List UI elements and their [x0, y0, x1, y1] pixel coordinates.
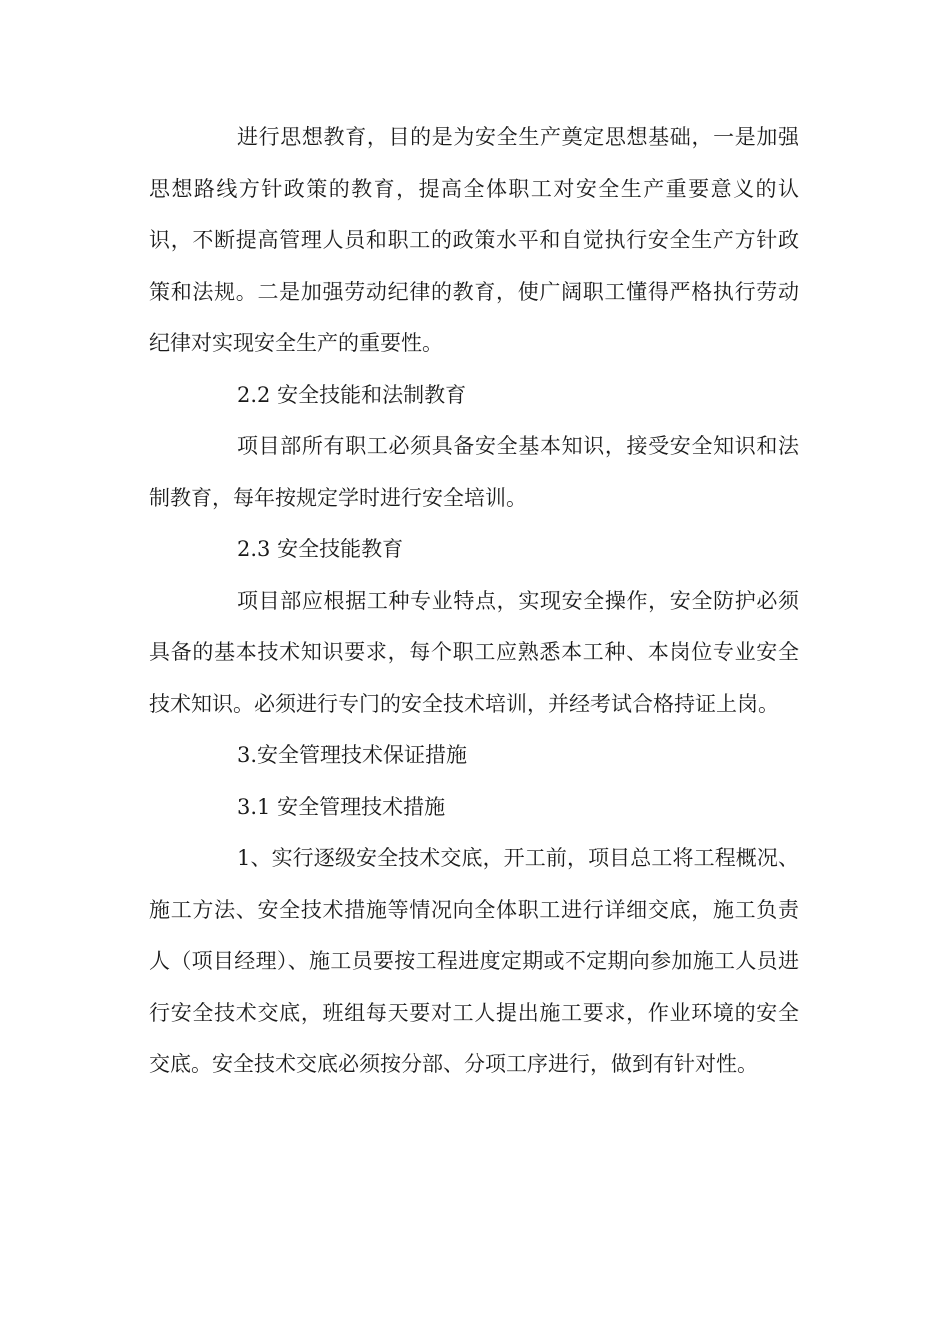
section-heading-3-1: 3.1 安全管理技术措施: [237, 794, 446, 819]
paragraph-skills-education: 项目部应根据工种专业特点，实现安全操作，安全防护必须具备的基本技术知识要求，每个职工应熟悉本工种、本岗位专业安全技术知识。必须进行专门的安全技术培训，并经考试合格持证上岗。: [149, 588, 799, 716]
paragraph-ideological-education: 进行思想教育，目的是为安全生产奠定思想基础，一是加强思想路线方针政策的教育，提高全体职工对安全生产重要意义的认识，不断提高管理人员和职工的政策水平和自觉执行安全生产方针政策和法规。二是加强劳动纪律的教育，使广阔职工懂得严格执行劳动纪律对实现安全生产的重要性。: [149, 125, 799, 355]
section-heading-2-2: 2.2 安全技能和法制教育: [237, 382, 467, 407]
document-body: [149, 112, 799, 1091]
section-heading-3: 3.安全管理技术保证措施: [237, 743, 468, 767]
paragraph-legal-education: 项目部所有职工必须具备安全基本知识，接受安全知识和法制教育，每年按规定学时进行安全培训。: [149, 434, 799, 510]
section-heading-2-3: 2.3 安全技能教育: [237, 537, 404, 561]
paragraph-technical-briefing: 1、实行逐级安全技术交底，开工前，项目总工将工程概况、施工方法、安全技术措施等情况向全体职工进行详细交底，施工负责人（项目经理）、施工员要按工程进度定期或不定期向参加施工人员进行安全技术交底，班组每天要对工人提出施工要求，作业环境的安全交底。安全技术交底必须按分部、分项工序进行，做到有针对性。: [149, 846, 799, 1076]
